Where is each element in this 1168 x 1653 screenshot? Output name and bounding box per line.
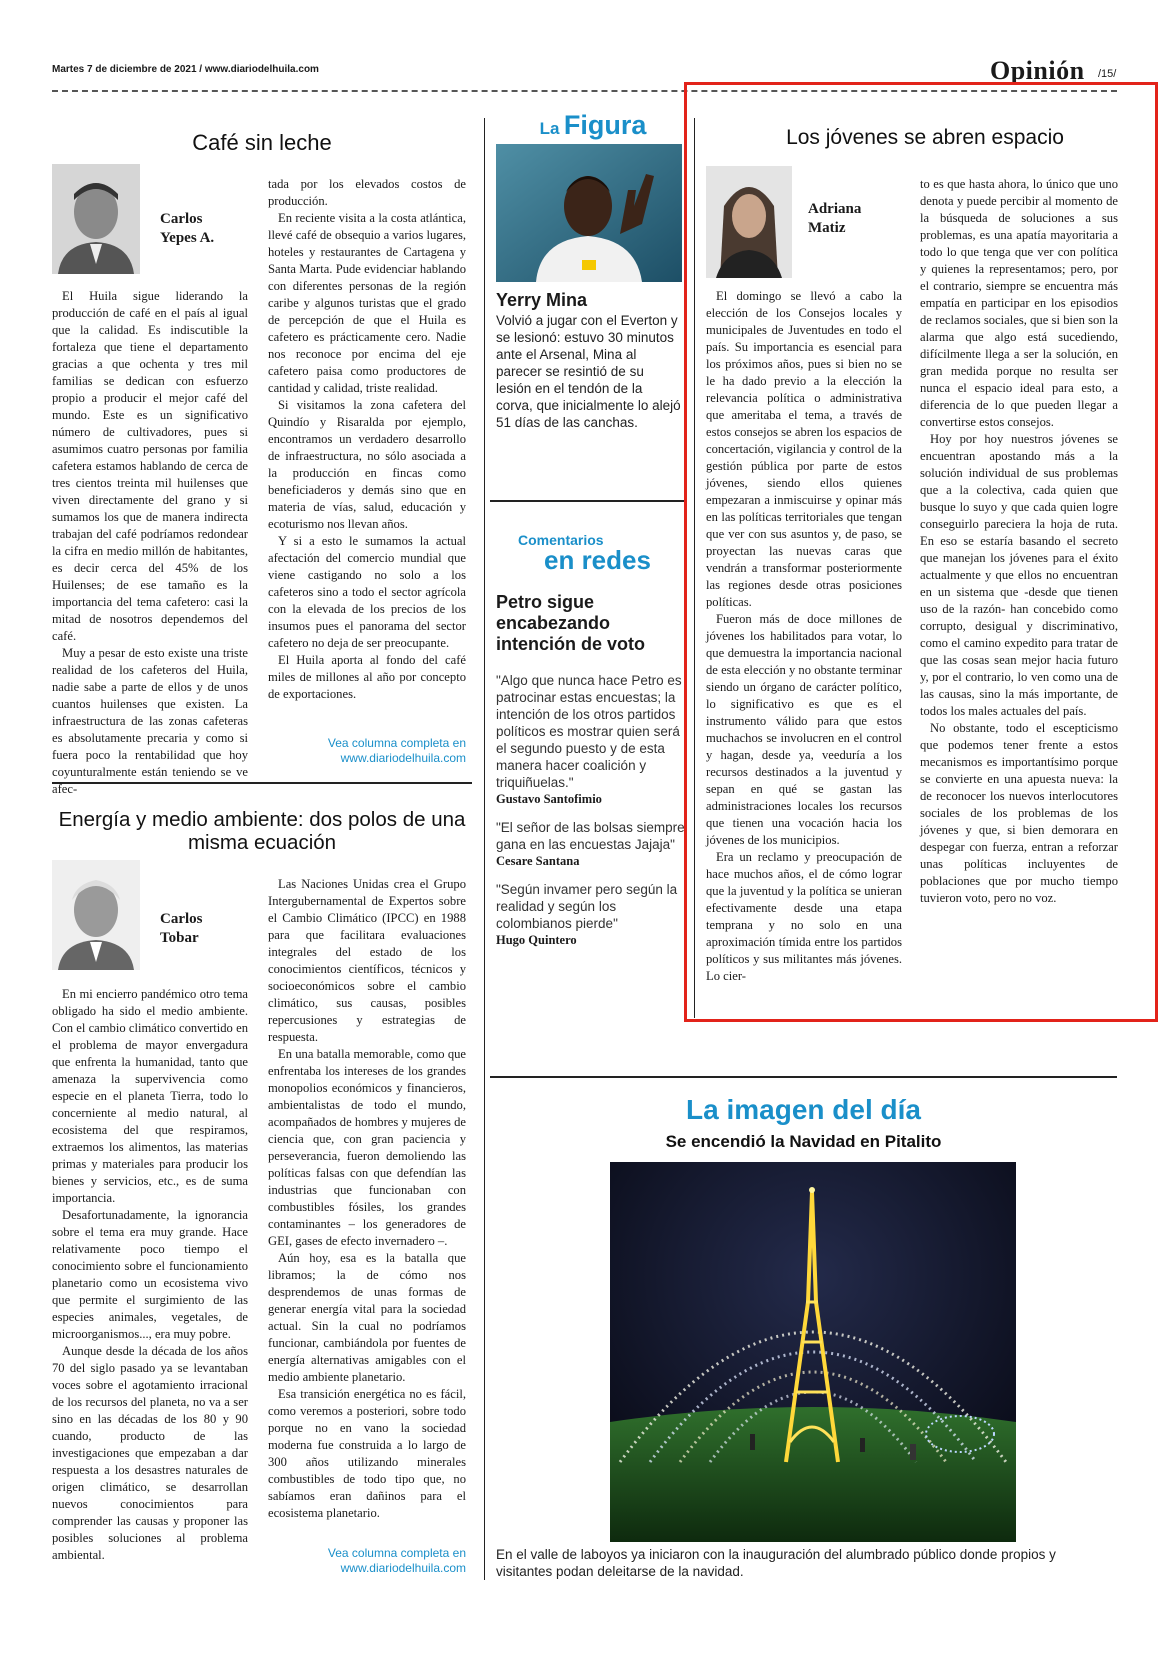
paragraph: Aunque desde la década de los años 70 del siglo pasado ya se levantaban voces sobre el agotamiento irracional de los recursos del planeta, no va a ser sino en las décadas de los 80 y 90 cuando, producto de las investigaciones que empezaban a dar respuesta a los desastres naturales de origen climático, se desarrollan nuevos conocimientos para comprender las causas y proponer las posibles soluciones al problema ambiental. [52, 1344, 248, 1562]
cafe-title: Café sin leche [192, 130, 332, 155]
paragraph: El Huila sigue liderando la producción de café en el país al igual que la calidad. Es indiscutible la fortaleza que tiene el departamento gracias a que ochenta y tres mil familias se dedican con esfuerzo propio a producir el mejor café del mundo. Este es un significativo número de cultivadores, pues si asumimos cuatro personas por familia cafetera estamos hablando de cerca de tres cientos treinta mil huilenses que viven directamente del grano y si sumamos los que de manera indirecta trabajan del café podríamos redondear la cifra en medio millón de habitantes, es decir cerca del 45% de los Huilenses; de ese tamaño es la importancia del tema cafetero: casi la mitad de nosotros dependemos del café. [52, 289, 248, 643]
paragraph: Si visitamos la zona cafetera del Quindío y Risaralda por ejemplo, encontramos un verdadero desarrollo de infraestructura, no sólo asociada a la producción en fincas como beneficiaderos y demás sino que en materia de vías, salud, educación y ecoturismo nos llevan años. [268, 398, 466, 531]
paragraph: Las Naciones Unidas crea el Grupo Intergubernamental de Expertos sobre el Cambio Climático (IPCC) en 1988 para que facilitara evaluaciones integrales del estado de los conocimientos científicos, técnicos y socioeconómicos sobre el cambio climático, sus causas, posibles repercusiones y estrategias de respuesta. [268, 877, 466, 1044]
energia-author-photo [52, 860, 140, 970]
cafe-author-name: Carlos Yepes A. [160, 211, 215, 246]
paragraph: No obstante, todo el escepticismo que podemos tener frente a estos mecanismos es importantísimo porque se convierte en una apuesta nueva: la de reconocer los nuevos interlocutores sociales de los problemas de los jóvenes y que, si bien demorara en despegar con fuerza, entran a reforzar unas políticas incluyentes de poblaciones que por mucho tiempo tuvieron voto, pero no voz. [920, 721, 1118, 905]
redes-quotes [496, 672, 686, 960]
paragraph: Esa transición energética no es fácil, como veremos a posteriori, sobre todo porque no en vano la sociedad moderna fue construida a lo largo de 300 años utilizando minerales combustibles de todo tipo que, no sabíamos eran dañinos para el ecosistema planetario. [268, 1387, 466, 1520]
paragraph: tada por los elevados costos de producción. [268, 177, 466, 208]
column-divider-left [484, 118, 485, 1580]
paragraph: Aún hoy, esa es la batalla que libramos; la de cómo nos desprendemos de unas formas de generar energía vital para la sociedad actual. Sin la cual no podríamos funcionar, cambiándola por fuentes de energía alternativas amigables con el medio ambiente planetario. [268, 1251, 466, 1384]
redes-label [500, 532, 686, 575]
quote-text: "El señor de las bolsas siempre gana en las encuestas Jajaja" [496, 820, 685, 852]
imagen-subtitle: Se encendió la Navidad en Pitalito [665, 1132, 942, 1151]
imagen-title: La imagen del día [686, 1094, 921, 1125]
cafe-read-more-link[interactable] [268, 736, 466, 766]
link-url: www.diariodelhuila.com [340, 751, 466, 765]
quote-text: "Según invamer pero según la realidad y según los colombianos pierde" [496, 882, 678, 931]
jovenes-author-photo [706, 166, 792, 278]
energia-title: Energía y medio ambiente: dos polos de una misma ecuación [58, 808, 466, 854]
jovenes-column-1 [706, 288, 902, 985]
link-url: www.diariodelhuila.com [340, 1561, 466, 1575]
paragraph: Fueron más de doce millones de jóvenes los habilitados para votar, lo que demuestra la importancia nacional de esta elección y no obstante terminar siendo un órgano de carácter político, lo significativo es que es el instrumento válido para que estos muchachos se involucren en el control y hagan, desde ya, veeduría a los recursos destinados a la juventud y sepan en qué se gastan las administraciones locales los recursos que tienen una vocación hacia los jóvenes de los municipios. [706, 612, 902, 847]
jovenes-column-2 [920, 176, 1118, 907]
energia-column-2 [268, 876, 466, 1522]
paragraph: En mi encierro pandémico otro tema obligado ha sido el medio ambiente. Con el cambio climático convertido en el problema de mayor envergadura que enfrenta la humanidad, tanto que amenaza la supervivencia como especie en el planeta Tierra, todo lo concerniente al medio natural, al ecosistema del que respiramos, extraemos los alimentos, las materias primas y materiales para producir los bienes y servicios, etc., es de suma importancia. [52, 987, 248, 1205]
redes-title: Petro sigue encabezando intención de voto [496, 592, 646, 654]
energia-read-more-link[interactable] [268, 1546, 466, 1576]
quote-author: Cesare Santana [496, 854, 580, 868]
cafe-column-2 [268, 176, 466, 703]
paragraph: Muy a pesar de esto existe una triste realidad de los cafeteros del Huila, nadie sabe a parte de ellos y de unos cuantos huilenses que existen. La infraestructura de las zonas cafeteras es absolutamente precaria y como si fuera poco la rentabilidad que hoy coyunturalmente están teniendo se ve afec- [52, 646, 248, 796]
quote-author: Hugo Quintero [496, 933, 577, 947]
divider-redes [490, 500, 686, 502]
imagen-caption: En el valle de laboyos ya iniciaron con la inauguración del alumbrado público donde propios y visitantes podan deleitarse de la navidad. [496, 1547, 1056, 1579]
divider-imagen [490, 1076, 1117, 1078]
figura-name: Yerry Mina [496, 290, 588, 310]
link-text: Vea columna completa en [327, 736, 466, 750]
figura-label-big: Figura [563, 110, 647, 140]
energia-author-name: Carlos Tobar [160, 911, 203, 946]
paragraph: Hoy por hoy nuestros jóvenes se encuentran apostando más a la solución individual de sus problemas que a la colectiva, cada quien que busque lo suyo y que cada quien logre conseguirlo pareciera la hoja de ruta. En eso se estaría basando el secreto que manejan los jóvenes para el éxito actualmente y que ellos no encuentran en un sistema que -desde que tienen uso de la razón- han concebido como corrupto, desigual y discriminativo, como el camino expedito para tratar de que las cosas sean mejor hacia futuro y, por el contrario, lo ven como una de las causas, sino la más importante, de todos los males actuales del país. [920, 432, 1118, 718]
paragraph: El domingo se llevó a cabo la elección de los Consejos locales y municipales de Juventudes en todo el país. Su importancia es esencial para los próximos años, pues si bien no se le ha dado previo a la elección la relevancia política o administrativa que ameritaba el tema, a través de estos consejos se abren los espacios de concertación, vigilancia y control de la gestión pública por parte de estos jóvenes, siendo ellos quienes empezaran a inmiscuirse y opinar más en las políticas territoriales que tengan que ver con sus asuntos y, de paso, se proyectan las nuevas caras que vendrán a transformar posteriormente las regiones desde otras posiciones políticas. [706, 289, 902, 609]
header-date-site: Martes 7 de diciembre de 2021 / www.diariodelhuila.com [52, 64, 319, 75]
cafe-column-1 [52, 288, 248, 798]
jovenes-title: Los jóvenes se abren espacio [786, 126, 1064, 149]
quote-author: Gustavo Santofimio [496, 792, 602, 806]
redes-label-big: en redes [544, 545, 651, 575]
paragraph: to es que hasta ahora, lo único que uno denota y puede percibir al momento de la búsqueda de soluciones a sus problemas, es una apatía mayoritaria a todo lo que tenga que ver con política y quienes la representamos; pero, por el contrario, siempre se encuentra más empatía en participar en los episodios de reclamos sociales, que si bien son la alarma que algo está sucediendo, difícilmente llega a ser la solución, en gran medida porque no resulta ser nunca el espacio ideal para esto, a diferencia de lo que pueden llegar a convertirse estos consejos. [920, 177, 1118, 429]
figura-label [500, 110, 686, 141]
paragraph: En reciente visita a la costa atlántica, llevé café de obsequio a varios lugares, hoteles y restaurantes de Cartagena y Santa Marta. Pude evidenciar hablando con diferentes personas de la región caribe y algunos turistas que el grado de percepción de que el Huila es cafetero es prácticamente cero. Nadie nos reconoce por encima del eje cafetero paisa como productores de cantidad y calidad, triste realidad. [268, 211, 466, 395]
figura-text: Volvió a jugar con el Everton y se lesionó: estuvo 30 minutos ante el Arsenal, Mina al parecer se resintió de su lesión en el tendón de la corva, que inicialmente lo alejó 51 días de las canchas. [496, 313, 681, 430]
paragraph: Desafortunadamente, la ignorancia sobre el tema era muy grande. Hace relativamente poco tiempo el conocimiento sobre el funcionamiento planetario como un ecosistema vivo que permite el surgimiento de las especies animales, vegetales, de microorganismos..., era muy pobre. [52, 1208, 248, 1341]
paragraph: En una batalla memorable, como que enfrentaba los intereses de los grandes monopolios económicos y financieros, ambientalistas de todo el mundo, acompañados de hombres y mujeres de ciencia que, con gran paciencia y perseverancia, fueron demoliendo las políticas falsas con que defendían las industrias que funcionaban con combustibles fósiles, los grandes contaminantes – los generadores de GEI, gases de efecto invernadero –. [268, 1047, 466, 1248]
page-number: /15/ [1098, 68, 1117, 80]
link-text: Vea columna completa en [327, 1546, 466, 1560]
quote-text: "Algo que nunca hace Petro es patrocinar estas encuestas; la intención de los otros partidos políticos es mostrar quien será el segundo puesto y de esta manera hacer coalición y triquiñuelas." [496, 673, 682, 790]
figura-label-small: La [539, 119, 560, 138]
section-title: Opinión [990, 56, 1085, 85]
energia-column-1 [52, 986, 248, 1564]
navidad-photo [610, 1162, 1016, 1542]
paragraph: El Huila aporta al fondo del café miles de millones al año por concepto de exportaciones. [268, 653, 466, 701]
paragraph: Era un reclamo y preocupación de hace muchos años, el de cómo lograr que la juventud y la política se unieran efectivamente desde una etapa temprana y no solo en una aproximación tímida entre los partidos políticos y sus militantes más jóvenes. Lo cier- [706, 850, 902, 983]
paragraph: Y si a esto le sumamos la actual afectación del comercio mundial que viene castigando no solo a los cafeteros sino a todo el sector agrícola con la elevada de los precios de los insumos pues el panorama del sector cafetero no deja de ser preocupante. [268, 534, 466, 650]
figura-photo [496, 144, 682, 282]
redes-label-small: Comentarios [518, 532, 604, 548]
cafe-author-photo [52, 164, 140, 274]
jovenes-author-name: Adriana Matiz [808, 201, 862, 236]
